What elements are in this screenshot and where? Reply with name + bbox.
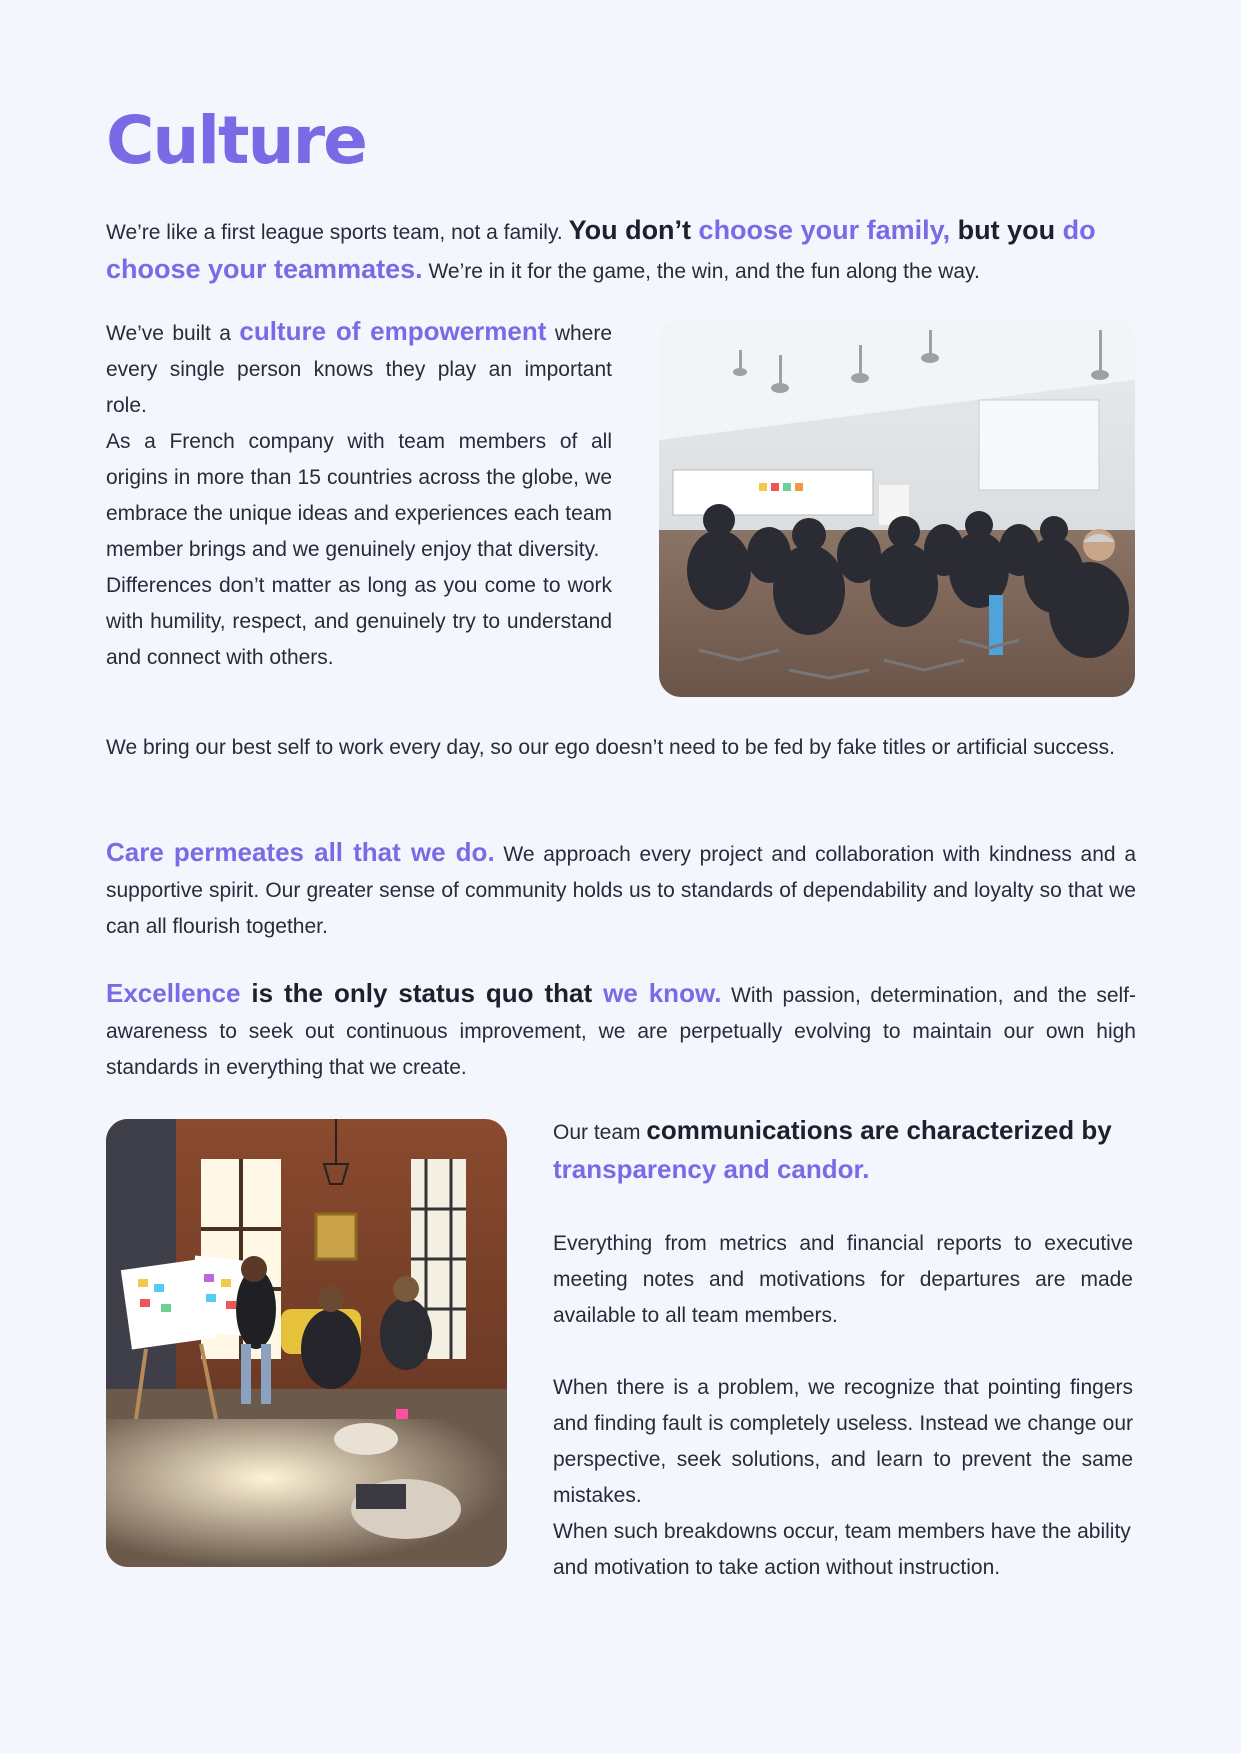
- communications-highlight: transparency and candor.: [553, 1154, 870, 1184]
- intro-paragraph: [106, 212, 1136, 290]
- workshop-photo: [106, 1119, 507, 1567]
- communications-headline: [553, 1112, 1133, 1190]
- excellence-rest: With passion, determination, and the self-awareness to seek out continuous improvement, we are perpetually evolving to maintain our own high standards in everything that we create.: [106, 984, 1136, 1079]
- intro-highlight: do choose your teammates.: [106, 215, 1096, 284]
- empowerment-lead: We’ve built a: [106, 322, 240, 345]
- humility-paragraph: Differences don’t matter as long as you come to work with humility, respect, and genuinely try to understand and connect with others.: [106, 574, 612, 669]
- communications-section: [553, 1112, 1133, 1586]
- page-title: Culture: [106, 102, 366, 179]
- empowerment-paragraph: [106, 313, 612, 424]
- ego-paragraph: We bring our best self to work every day, so our ego doesn’t need to be fed by fake titles or artificial success.: [106, 736, 1115, 759]
- empowerment-section: [106, 313, 612, 676]
- empowerment-rest: where every single person knows they play an important role.: [106, 322, 613, 417]
- intro-bold: but you: [950, 215, 1063, 245]
- excellence-bold: is the only status quo that: [240, 978, 604, 1008]
- conference-room-photo: [659, 320, 1135, 697]
- intro-highlight: choose your family,: [698, 215, 951, 245]
- excellence-paragraph: [106, 975, 1136, 1086]
- intro-text: We’re like a first league sports team, not a family.: [106, 221, 569, 244]
- excellence-highlight: we know.: [603, 978, 722, 1008]
- transparency-paragraph: Everything from metrics and financial reports to executive meeting notes and motivations for departures are made available to all team members.: [553, 1232, 1133, 1327]
- communications-lead: Our team: [553, 1121, 647, 1144]
- care-highlight: Care permeates all that we do.: [106, 837, 495, 867]
- intro-text: We’re in it for the game, the win, and the fun along the way.: [422, 260, 980, 283]
- communications-bold: communications are characterized by: [646, 1115, 1112, 1145]
- problem-paragraph: When there is a problem, we recognize that pointing fingers and finding fault is completely useless. Instead we change our perspective, seek solutions, and learn to prevent the same mistakes.: [553, 1376, 1133, 1507]
- care-rest: We approach every project and collaboration with kindness and a supportive spirit. Our greater sense of community holds us to standards of dependability and loyalty so that we can all flourish together.: [106, 843, 1136, 938]
- intro-bold: You don’t: [568, 215, 699, 245]
- diversity-paragraph: As a French company with team members of all origins in more than 15 countries across the globe, we embrace the unique ideas and experiences each team member brings and we genuinely enjoy that diversity.: [106, 430, 612, 561]
- empowerment-highlight: culture of empowerment: [239, 316, 547, 346]
- care-paragraph: [106, 834, 1136, 945]
- breakdown-paragraph: When such breakdowns occur, team members have the ability and motivation to take action without instruction.: [553, 1520, 1131, 1579]
- excellence-highlight: Excellence: [106, 978, 241, 1008]
